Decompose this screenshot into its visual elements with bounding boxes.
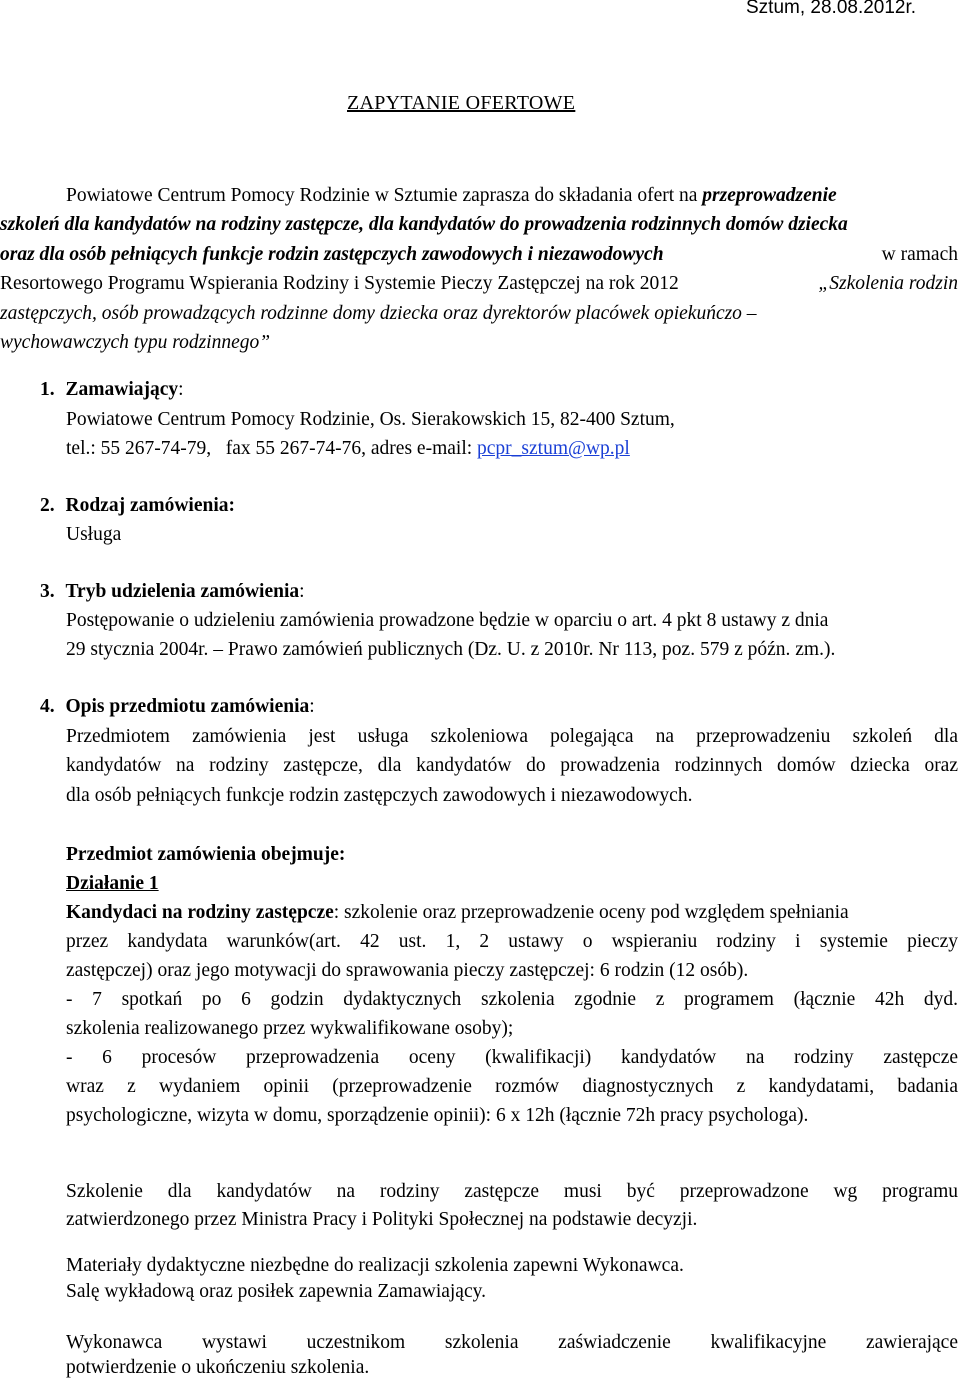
scope-heading bbox=[66, 845, 345, 865]
note-1-line-2: zatwierdzonego przez Ministra Pracy i Polityki Społecznej na podstawie decyzji. bbox=[66, 1209, 698, 1230]
intro-line-1-text: Powiatowe Centrum Pomocy Rodzinie w Sztumie zaprasza do składania ofert na bbox=[66, 185, 703, 206]
intro-line-5-text: zastępczych, osób prowadzących rodzinne domy dziecka oraz dyrektorów placówek opiekuńczo – bbox=[0, 303, 757, 324]
scope-line-6: - 6 procesów przeprowadzenia oceny (kwalifikacji) kandydatów na rodziny zastępcze bbox=[66, 1047, 958, 1068]
section-4-line-1: Przedmiotem zamówienia jest usługa szkoleniowa polegająca na przeprowadzeniu szkoleń dla bbox=[66, 726, 958, 747]
note-3-line-2: potwierdzenie o ukończeniu szkolenia. bbox=[66, 1357, 370, 1378]
intro-line-4 bbox=[0, 274, 958, 294]
section-2-heading bbox=[40, 496, 235, 516]
section-3-number: 3. bbox=[40, 581, 55, 602]
intro-line-3-emphasis: oraz dla osób pełniących funkcje rodzin zastępczych zawodowych i niezawodowych bbox=[0, 244, 664, 265]
note-2-line-2: Salę wykładową oraz posiłek zapewnia Zamawiający. bbox=[66, 1281, 486, 1302]
intro-line-5 bbox=[0, 304, 958, 324]
section-2-number: 2. bbox=[40, 495, 55, 516]
section-3-line-2: 29 stycznia 2004r. – Prawo zamówień publicznych (Dz. U. z 2010r. Nr 113, poz. 579 z późn. zm.). bbox=[66, 639, 836, 660]
action-heading bbox=[66, 874, 159, 894]
intro-line-3-text: w ramach bbox=[876, 244, 958, 265]
intro-line-6 bbox=[0, 333, 270, 353]
section-1-title: Zamawiający bbox=[65, 379, 179, 400]
section-4-line-3: dla osób pełniących funkcje rodzin zastępczych zawodowych i niezawodowych. bbox=[66, 785, 693, 806]
section-1-number: 1. bbox=[40, 379, 55, 400]
email-link[interactable]: pcpr_sztum@wp.pl bbox=[477, 438, 630, 459]
note-2-line-1: Materiały dydaktyczne niezbędne do realizacji szkolenia zapewni Wykonawca. bbox=[66, 1255, 684, 1276]
intro-line-4-emphasis: „Szkolenia rodzin bbox=[818, 273, 958, 294]
intro-line-6-text: wychowawczych typu rodzinnego” bbox=[0, 332, 271, 353]
section-3-heading: 3. Tryb udzielenia zamówienia: bbox=[40, 581, 305, 602]
intro-line-3 bbox=[0, 245, 958, 265]
intro-line-2-text: szkoleń dla kandydatów na rodziny zastępcze, dla kandydatów do prowadzenia rodzinnych domów dziecka bbox=[0, 214, 848, 235]
scope-line-1 bbox=[66, 903, 958, 923]
scope-line-5: szkolenia realizowanego przez wykwalifikowane osoby); bbox=[66, 1018, 514, 1039]
scope-line-1-text: : szkolenie oraz przeprowadzenie oceny pod względem spełniania bbox=[333, 902, 849, 923]
section-3-line-1: Postępowanie o udzieleniu zamówienia prowadzone będzie w oparciu o art. 4 pkt 8 ustawy z dnia bbox=[66, 610, 829, 631]
section-1-heading: 1. Zamawiający: bbox=[40, 379, 184, 400]
section-1-address: Powiatowe Centrum Pomocy Rodzinie, Os. Sierakowskich 15, 82-400 Sztum, bbox=[66, 409, 675, 430]
section-1-contact bbox=[66, 439, 630, 459]
section-4-title: Opis przedmiotu zamówienia bbox=[65, 696, 310, 717]
action-heading-text: Działanie 1 bbox=[66, 873, 159, 894]
intro-line-1 bbox=[66, 186, 837, 206]
scope-line-2: przez kandydata warunków(art. 42 ust. 1, 2 ustawy o wspieraniu rodziny i systemie pieczy bbox=[66, 931, 958, 952]
scope-heading-text: Przedmiot zamówienia obejmuje: bbox=[66, 844, 346, 865]
section-4-heading: 4. Opis przedmiotu zamówienia: bbox=[40, 696, 315, 717]
section-2-title: Rodzaj zamówienia: bbox=[65, 495, 236, 516]
section-4-number: 4. bbox=[40, 696, 55, 717]
section-4-line-2: kandydatów na rodziny zastępcze, dla kandydatów do prowadzenia rodzinnych domów dziecka oraz bbox=[66, 755, 958, 776]
intro-line-2 bbox=[0, 215, 958, 235]
intro-line-4-text: Resortowego Programu Wspierania Rodziny i Systemie Pieczy Zastępczej na rok 2012 bbox=[0, 273, 684, 294]
scope-line-1-bold: Kandydaci na rodziny zastępcze bbox=[66, 902, 334, 923]
document-date: Sztum, 28.08.2012r. bbox=[746, 0, 917, 18]
document-title: ZAPYTANIE OFERTOWE bbox=[347, 92, 576, 114]
scope-line-4: - 7 spotkań po 6 godzin dydaktycznych szkolenia zgodnie z programem (łącznie 42h dyd. bbox=[66, 989, 958, 1010]
section-2-value: Usługa bbox=[66, 524, 122, 545]
scope-line-8: psychologiczne, wizyta w domu, sporządzenie opinii): 6 x 12h (łącznie 72h pracy psychologa). bbox=[66, 1105, 809, 1126]
scope-line-7: wraz z wydaniem opinii (przeprowadzenie rozmów diagnostycznych z kandydatami, badania bbox=[66, 1076, 958, 1097]
section-1-contact-text: tel.: 55 267-74-79, fax 55 267-74-76, adres e-mail: bbox=[66, 438, 478, 459]
note-1-line-1: Szkolenie dla kandydatów na rodziny zastępcze musi być przeprowadzone wg programu bbox=[66, 1181, 958, 1202]
intro-line-1-emphasis: przeprowadzenie bbox=[702, 185, 837, 206]
note-3-line-1: Wykonawca wystawi uczestnikom szkolenia zaświadczenie kwalifikacyjne zawierające bbox=[66, 1332, 958, 1353]
scope-line-3: zastępczej) oraz jego motywacji do sprawowania pieczy zastępczej: 6 rodzin (12 osób). bbox=[66, 960, 749, 981]
section-3-title: Tryb udzielenia zamówienia bbox=[65, 581, 300, 602]
